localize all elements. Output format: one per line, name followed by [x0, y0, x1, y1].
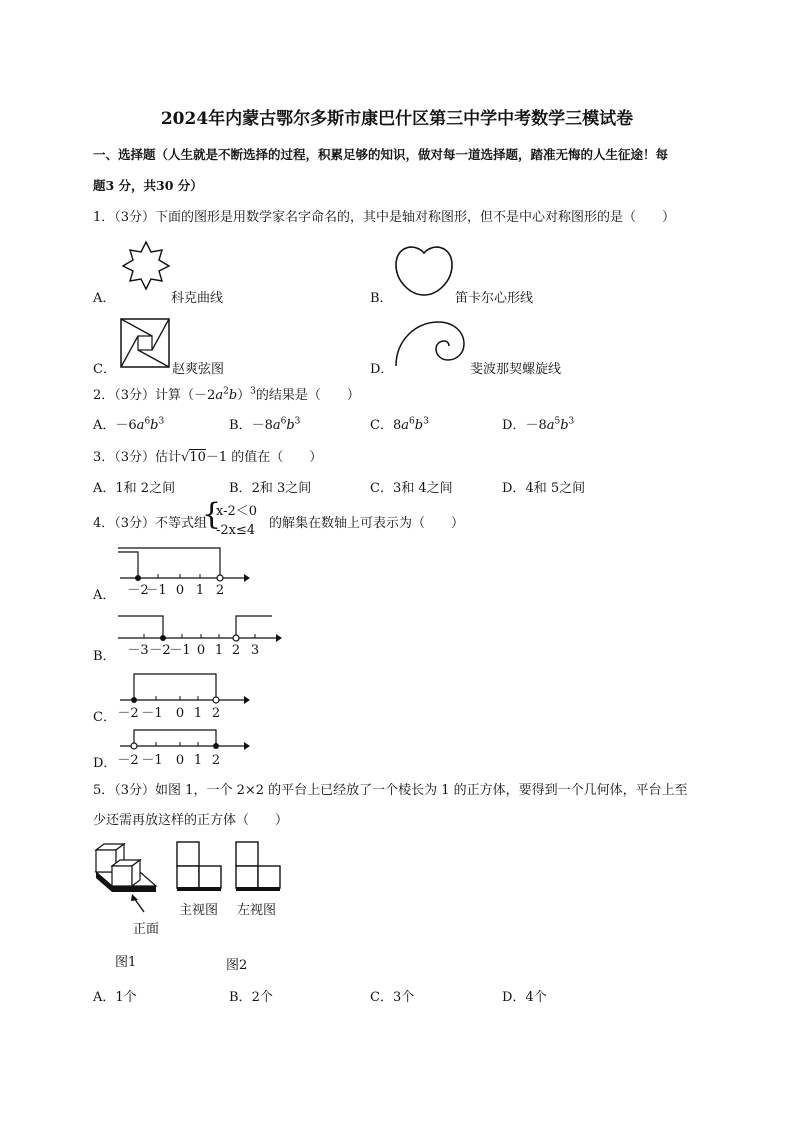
question-2-stem: 2．（3分）计算$(-2a^2b)^3$的结果是（ ）: [93, 386, 360, 403]
q2-option-b: B．$-8a^6b^3$: [229, 416, 301, 433]
q4-option-a-letter: A．: [93, 588, 116, 603]
question-3-stem: 3．（3分）估计√10－1 的值在（ ）: [93, 450, 323, 465]
q3-option-c: C．3和 4之间: [370, 481, 453, 496]
q3-option-a: A．1和 2之间: [93, 481, 176, 496]
koch-snowflake-figure: [118, 240, 174, 296]
tick-label: 0: [175, 583, 185, 598]
left-view-figure: [234, 840, 284, 892]
figure-2-caption: 图2: [226, 958, 248, 973]
question-4-stem-suffix: 的解集在数轴上可表示为（ ）: [269, 516, 465, 531]
tick-label: 1: [193, 753, 203, 768]
q1-option-d-letter: D．: [370, 362, 394, 377]
tick-label: －3: [127, 643, 149, 658]
tick-label: 2: [231, 643, 241, 658]
q1-option-a-label: 科克曲线: [171, 291, 224, 306]
tick-label: 3: [250, 643, 260, 658]
q1-option-c-label: 赵爽弦图: [172, 362, 225, 377]
q5-option-c: C．3个: [370, 990, 415, 1005]
tick-label: 0: [175, 753, 185, 768]
tick-label: －1: [169, 643, 191, 658]
fibonacci-spiral-figure: [394, 318, 466, 370]
q2-option-c: C．$8a^6b^3$: [370, 416, 429, 433]
q4-option-c-letter: C．: [93, 710, 116, 725]
q2-option-a: A．$-6a^6b^3$: [93, 416, 165, 433]
q3-option-d: D．4和 5之间: [502, 481, 586, 496]
q1-option-b-letter: B．: [370, 291, 393, 306]
q4-option-b-letter: B．: [93, 649, 116, 664]
q5-option-a: A．1个: [93, 990, 137, 1005]
q5-option-d: D．4个: [502, 990, 547, 1005]
left-view-label: 左视图: [237, 903, 277, 918]
question-1-stem: 1．（3分）下面的图形是用数学家名字命名的，其中是轴对称图形，但不是中心对称图形的是（ ）: [93, 210, 676, 225]
section-header-line1: 一、选择题（人生就是不断选择的过程，积累足够的知识，做对每一道选择题，踏准无悔的人生征途！每: [93, 147, 669, 162]
main-view-figure: [175, 840, 225, 892]
tick-label: 0: [175, 706, 185, 721]
q4-inequality-1: x-2＜0: [216, 504, 258, 519]
tick-label: －2: [117, 706, 139, 721]
figure-1-caption: 图1: [115, 955, 137, 970]
tick-label: －2: [127, 583, 149, 598]
tick-label: 1: [214, 643, 224, 658]
q2-option-d: D．$-8a^5b^3$: [502, 416, 575, 433]
q3-option-b: B．2和 3之间: [229, 481, 312, 496]
q5-option-b: B．2个: [229, 990, 273, 1005]
cardioid-figure: [394, 243, 454, 299]
q1-option-c-letter: C．: [93, 362, 116, 377]
q1-option-d-label: 斐波那契螺旋线: [470, 362, 562, 377]
cube-platform-figure: [92, 842, 162, 914]
tick-label: －1: [145, 583, 167, 598]
tick-label: 1: [195, 583, 205, 598]
number-line-c: [116, 670, 256, 722]
tick-label: 2: [211, 753, 221, 768]
section-header-line2: 题3 分，共30 分）: [93, 178, 203, 193]
tick-label: －2: [149, 643, 171, 658]
page-title: 2024年内蒙古鄂尔多斯市康巴什区第三中学中考数学三模试卷: [160, 109, 634, 129]
tick-label: 1: [193, 706, 203, 721]
tick-label: －1: [141, 753, 163, 768]
q1-option-a-letter: A．: [93, 291, 116, 306]
tick-label: 0: [196, 643, 206, 658]
number-line-d: [116, 726, 256, 768]
sqrt-symbol: √: [181, 450, 190, 465]
question-4-stem-prefix: 4．（3分）不等式组: [93, 516, 208, 531]
system-brace: {: [202, 497, 222, 532]
zhao-shuang-diagram-figure: [120, 318, 170, 368]
number-line-b: [116, 612, 286, 660]
question-5-stem-line1: 5．（3分）如图 1，一个 2×2 的平台上已经放了一个棱长为 1 的正方体，要得到一个几何体，平台上至: [93, 783, 688, 798]
number-line-a: [116, 544, 256, 598]
question-5-stem-line2: 少还需再放这样的正方体（ ）: [93, 813, 289, 828]
tick-label: －2: [117, 753, 139, 768]
tick-label: －1: [141, 706, 163, 721]
q4-option-d-letter: D．: [93, 756, 117, 771]
q1-option-b-label: 笛卡尔心形线: [455, 291, 534, 306]
q4-inequality-2: -2x≤4: [216, 523, 256, 538]
main-view-label: 主视图: [179, 903, 219, 918]
tick-label: 2: [211, 706, 221, 721]
front-label: 正面: [133, 922, 160, 937]
tick-label: 2: [215, 583, 225, 598]
